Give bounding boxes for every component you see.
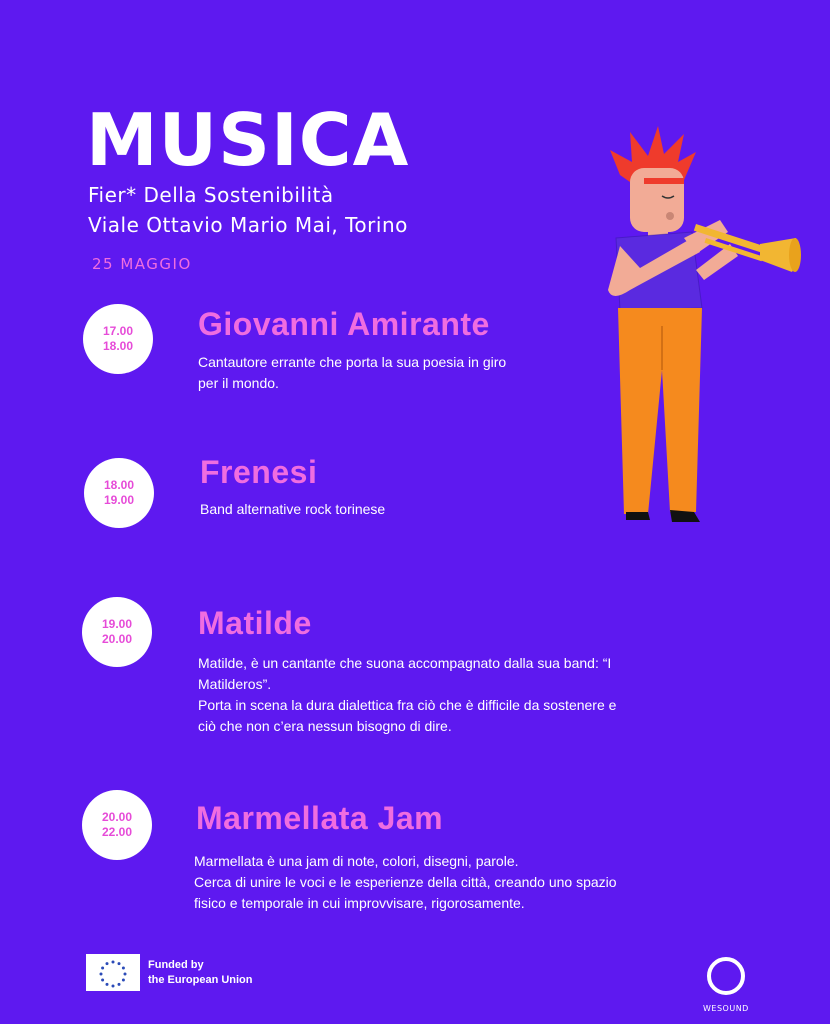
time-end: 19.00 — [103, 493, 135, 507]
time-end: 18.00 — [102, 339, 134, 353]
event-address: Viale Ottavio Mario Mai, Torino — [88, 213, 408, 237]
time-badge-4 — [82, 790, 152, 860]
event-date: 25 MAGGIO — [92, 255, 192, 273]
time-badge-3 — [82, 597, 152, 667]
time-badge-1 — [83, 304, 153, 374]
time-end: 22.00 — [101, 825, 133, 839]
description-line: Matilde, è un cantante che suona accompagnato dalla sua band: “I — [198, 655, 612, 671]
eu-flag-icon — [86, 954, 140, 991]
description-line: Cerca di unire le voci e le esperienze della città, creando uno spazio — [194, 874, 617, 890]
eu-funding-text — [148, 958, 253, 988]
event-venue-name: Fier* Della Sostenibilità — [88, 183, 334, 207]
trumpet-player-illustration — [600, 120, 810, 530]
eu-funding-line: Funded by — [148, 959, 204, 971]
time-badge-2 — [84, 458, 154, 528]
artist-description — [198, 653, 616, 737]
brand-name: WESOUND — [703, 1004, 749, 1013]
artist-description — [198, 352, 506, 394]
artist-description — [200, 499, 385, 520]
time-start: 17.00 — [102, 324, 134, 338]
description-line: Cantautore errante che porta la sua poesia in giro — [198, 354, 507, 370]
description-line: per il mondo. — [198, 375, 279, 391]
artist-name: Giovanni Amirante — [198, 306, 490, 342]
artist-name: Marmellata Jam — [196, 800, 444, 836]
eu-funding-line: the European Union — [148, 974, 253, 986]
time-start: 20.00 — [101, 810, 133, 824]
time-end: 20.00 — [101, 632, 133, 646]
time-start: 18.00 — [103, 478, 135, 492]
description-line: ciò che non c’era nessun bisogno di dire. — [198, 718, 452, 734]
wesound-logo-icon — [704, 954, 748, 998]
description-line: fisico e temporale in cui improvvisare, rigorosamente. — [194, 895, 525, 911]
time-start: 19.00 — [101, 617, 133, 631]
page-title: MUSICA — [86, 98, 410, 182]
description-line: Porta in scena la dura dialettica fra ciò che è difficile da sostenere e — [198, 697, 617, 713]
description-line: Marmellata è una jam di note, colori, disegni, parole. — [194, 853, 519, 869]
eu-stars-icon — [93, 958, 133, 988]
artist-description — [194, 851, 617, 914]
description-line: Band alternative rock torinese — [200, 501, 386, 517]
artist-name: Frenesi — [200, 454, 318, 490]
artist-name: Matilde — [198, 605, 312, 641]
description-line: Matilderos”. — [198, 676, 272, 692]
